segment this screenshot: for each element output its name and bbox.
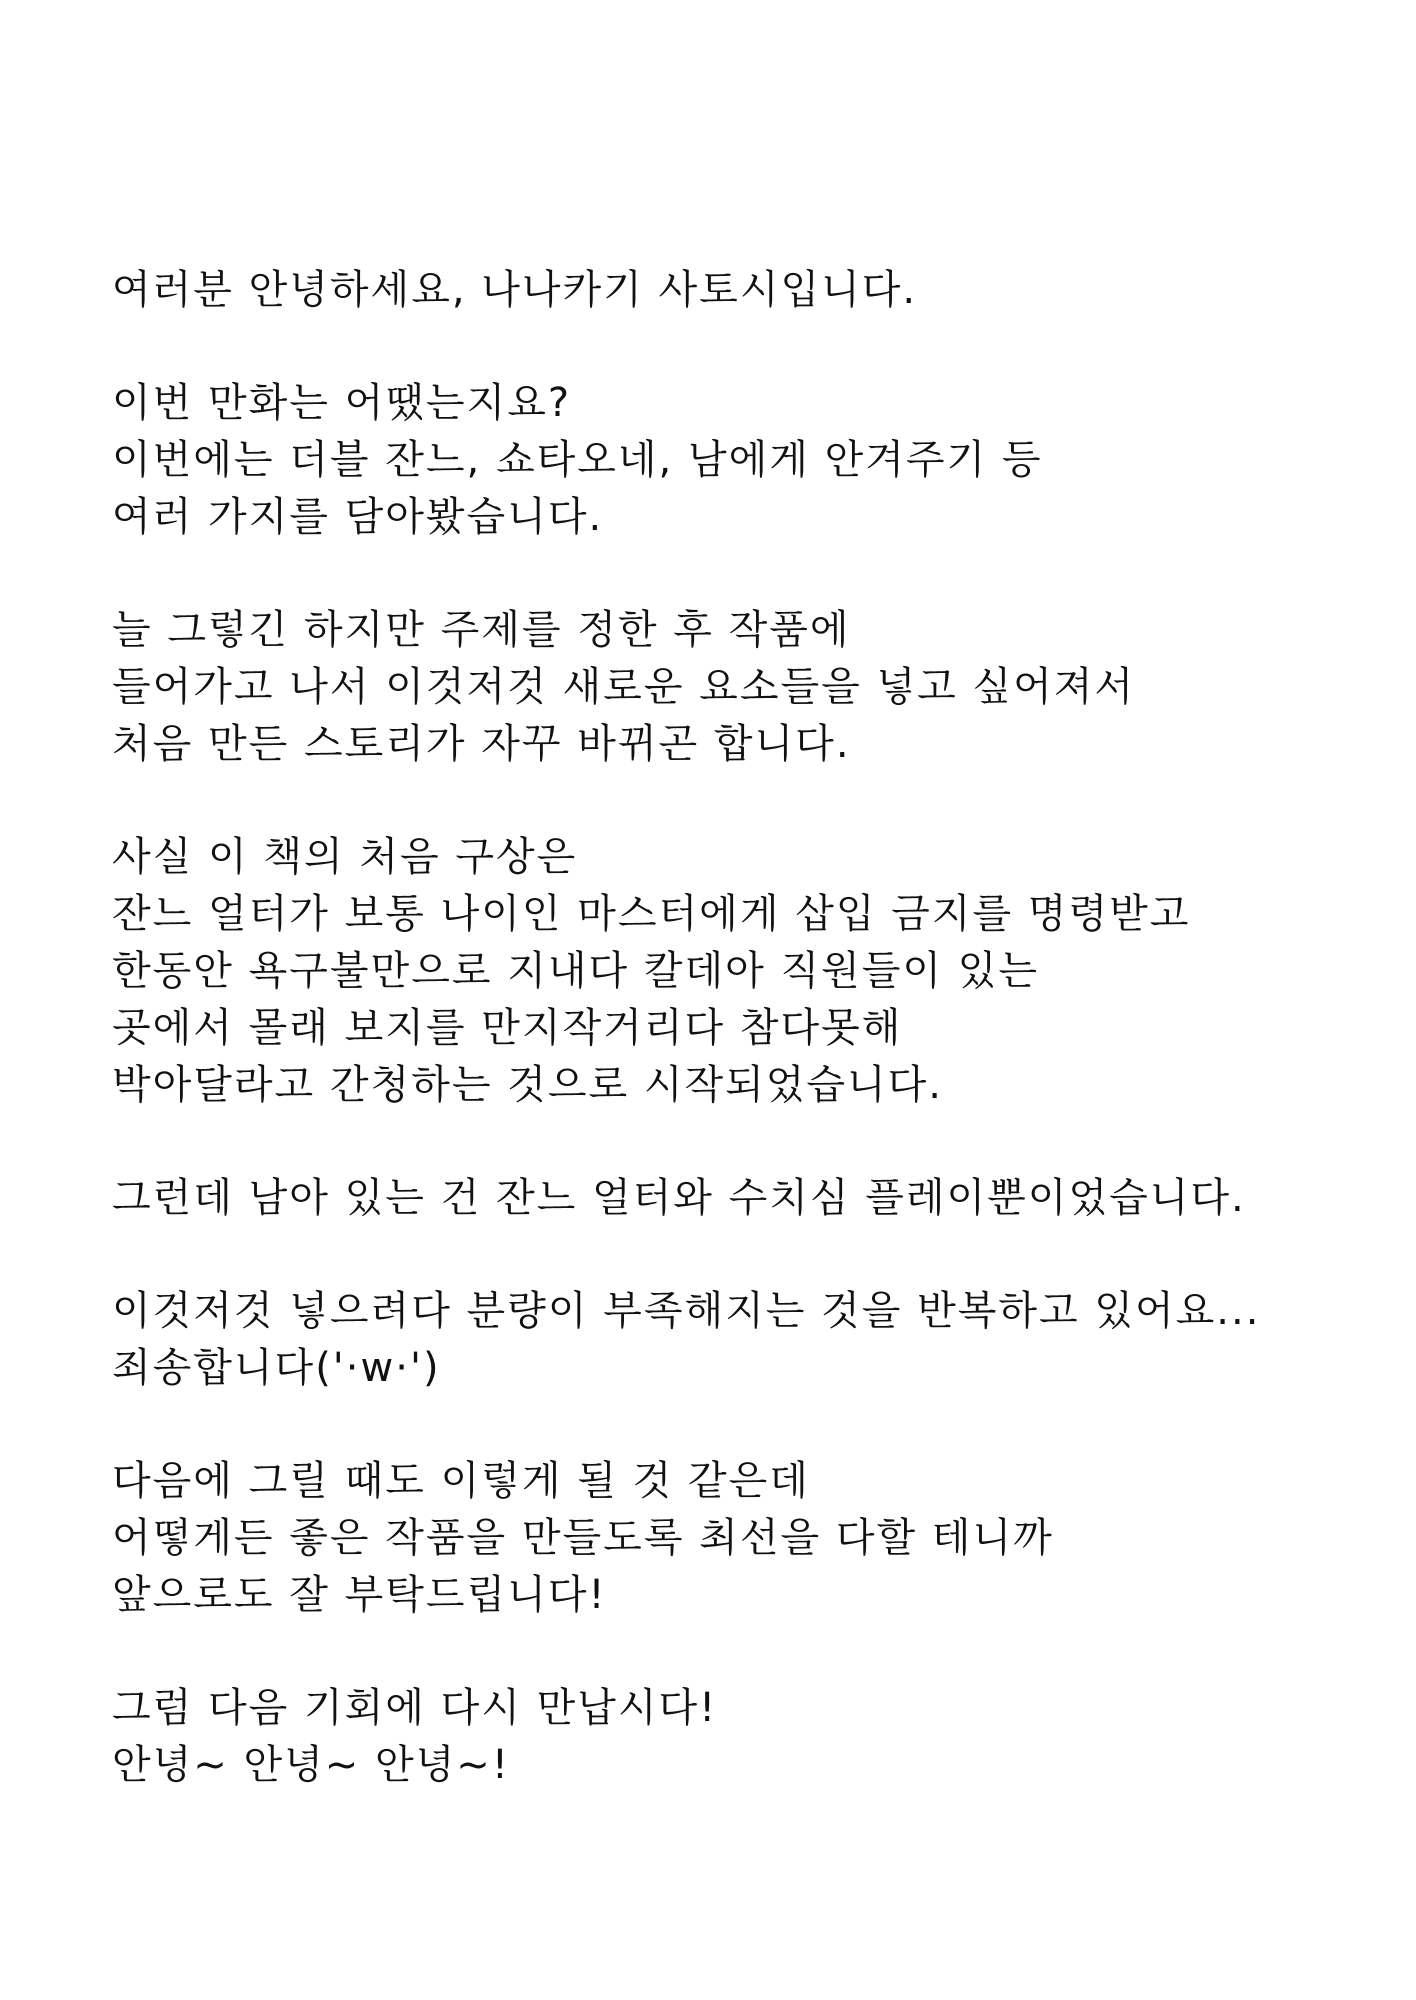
text-line: 어떻게든 좋은 작품을 만들도록 최선을 다할 테니까 (112, 1515, 1054, 1561)
text-line: 이번에는 더블 잔느, 쇼타오네, 남에게 안겨주기 등 (112, 437, 1043, 483)
text-line: 이것저것 넣으려다 분량이 부족해지는 것을 반복하고 있어요... (112, 1288, 1261, 1334)
paragraph-greeting (112, 262, 1382, 319)
text-line: 처음 만든 스토리가 자꾸 바뀌곤 합니다. (112, 721, 851, 767)
paragraph-farewell (112, 1680, 1382, 1794)
afterword-text (112, 262, 1382, 1850)
text-line: 박아달라고 간청하는 것으로 시작되었습니다. (112, 1062, 944, 1108)
text-line: 그럼 다음 기회에 다시 만납시다! (112, 1685, 718, 1731)
paragraph-apology (112, 1283, 1382, 1397)
text-line: 안녕~ 안녕~ 안녕~! (112, 1742, 510, 1788)
text-line: 그런데 남아 있는 건 잔느 얼터와 수치심 플레이뿐이었습니다. (112, 1175, 1246, 1221)
text-line: 잔느 얼터가 보통 나이인 마스터에게 삽입 금지를 명령받고 (112, 891, 1191, 937)
text-line: 한동안 욕구불만으로 지내다 칼데아 직원들이 있는 (112, 948, 1040, 994)
text-line: 여러 가지를 담아봤습니다. (112, 494, 604, 540)
text-line: 다음에 그릴 때도 이렇게 될 것 같은데 (112, 1458, 810, 1504)
paragraph-this-comic (112, 375, 1382, 546)
text-line: 죄송합니다('·w·') (112, 1345, 441, 1391)
text-line: 여러분 안녕하세요, 나나카기 사토시입니다. (112, 267, 918, 313)
paragraph-next-time (112, 1453, 1382, 1624)
text-line: 앞으로도 잘 부탁드립니다! (112, 1572, 607, 1618)
text-line: 사실 이 책의 처음 구상은 (112, 834, 578, 880)
paragraph-original-concept (112, 829, 1382, 1114)
text-line: 곳에서 몰래 보지를 만지작거리다 참다못해 (112, 1005, 903, 1051)
text-line: 늘 그렇긴 하지만 주제를 정한 후 작품에 (112, 607, 851, 653)
text-line: 이번 만화는 어땠는지요? (112, 380, 572, 426)
text-line: 들어가고 나서 이것저것 새로운 요소들을 넣고 싶어져서 (112, 664, 1136, 710)
paragraph-remaining (112, 1170, 1382, 1227)
paragraph-story-changes (112, 602, 1382, 773)
